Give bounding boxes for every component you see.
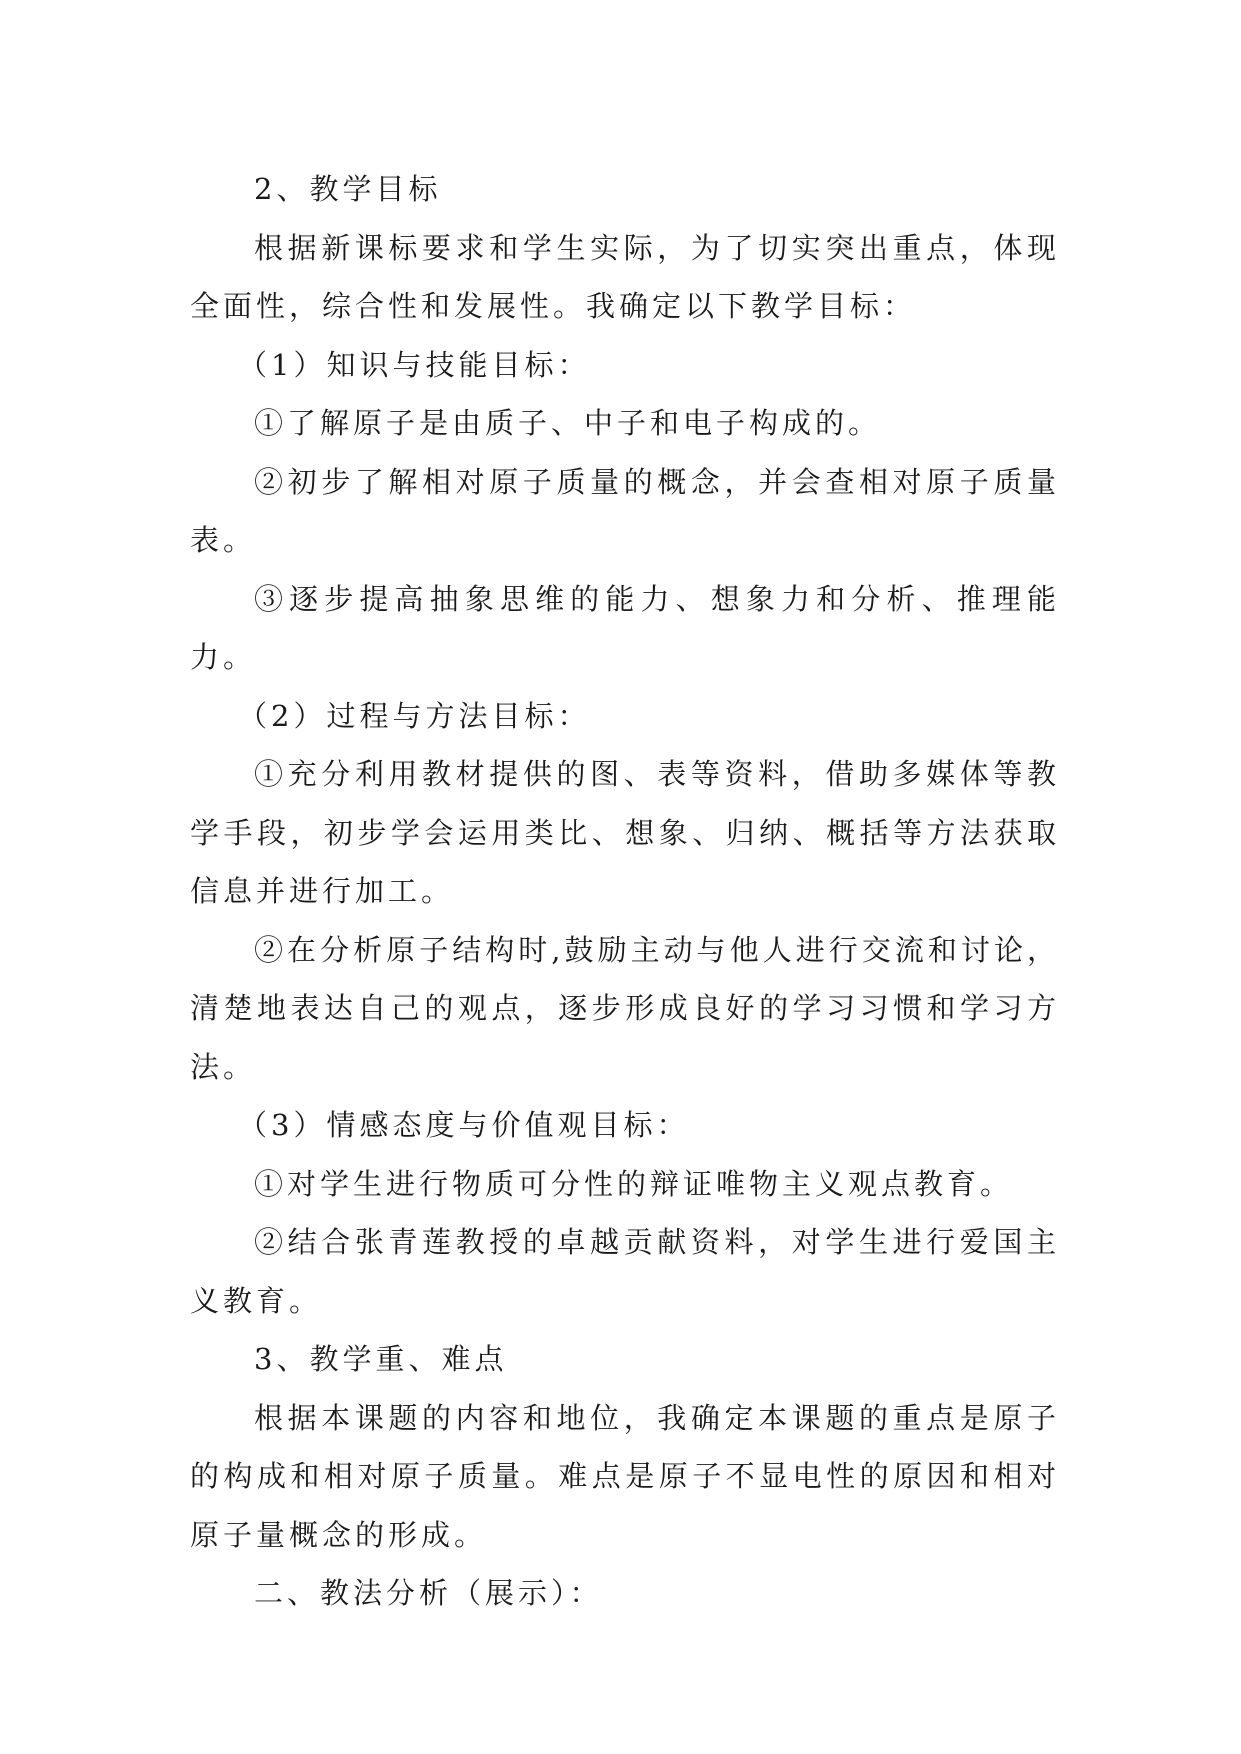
subheading-process-goal: （2）过程与方法目标： bbox=[238, 698, 591, 733]
list-item-process-goal-1: ①充分利用教材提供的图、表等资料，借助多媒体等教学手段，初步学会运用类比、想象、归纳、概括等方法获取信息并进行加工。 bbox=[190, 757, 1060, 908]
list-item-knowledge-goal-1: ①了解原子是由质子、中子和电子构成的。 bbox=[254, 406, 882, 440]
document-body bbox=[190, 160, 1060, 1623]
section-heading-key-points: 3、教学重、难点 bbox=[254, 1342, 508, 1376]
section-heading-teaching-goals: 2、教学目标 bbox=[254, 172, 442, 206]
paragraph-goals-intro: 根据新课标要求和学生实际，为了切实突出重点，体现全面性，综合性和发展性。我确定以下教学目标： bbox=[190, 230, 1060, 323]
list-item-knowledge-goal-3: ③逐步提高抽象思维的能力、想象力和分析、推理能力。 bbox=[190, 581, 1060, 674]
list-item-process-goal-2: ②在分析原子结构时,鼓励主动与他人进行交流和讨论，清楚地表达自己的观点，逐步形成良好的学习习惯和学习方法。 bbox=[190, 932, 1060, 1084]
subheading-knowledge-goal: （1）知识与技能目标： bbox=[238, 347, 591, 382]
subheading-emotion-goal: （3）情感态度与价值观目标： bbox=[238, 1108, 690, 1142]
paragraph-key-points: 根据本课题的内容和地位，我确定本课题的重点是原子的构成和相对原子质量。难点是原子不显电性的原因和相对原子量概念的形成。 bbox=[190, 1400, 1060, 1552]
list-item-emotion-goal-2: ②结合张青莲教授的卓越贡献资料，对学生进行爱国主义教育。 bbox=[190, 1225, 1060, 1318]
list-item-emotion-goal-1: ①对学生进行物质可分性的辩证唯物主义观点教育。 bbox=[254, 1166, 1014, 1201]
list-item-knowledge-goal-2: ②初步了解相对原子质量的概念，并会查相对原子质量表。 bbox=[190, 464, 1060, 557]
section-heading-method-analysis: 二、教法分析（展示）： bbox=[254, 1576, 603, 1610]
